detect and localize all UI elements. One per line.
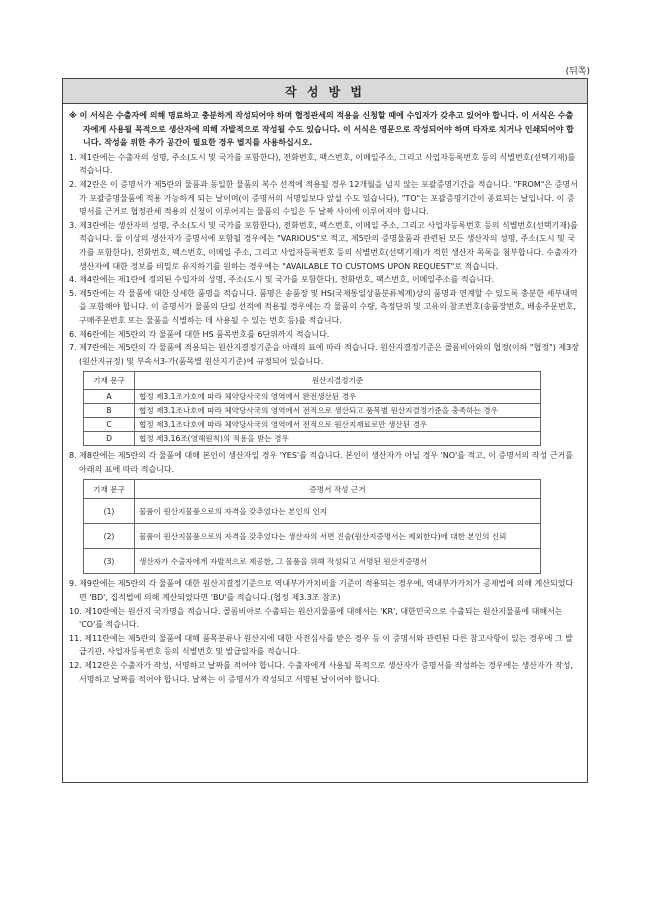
basis-code: (2) xyxy=(84,524,135,549)
criterion-code: C xyxy=(84,418,135,432)
table-row xyxy=(84,418,541,432)
table-header-row xyxy=(84,372,541,390)
criterion-description: 협정 제3.16조(영해원칙)의 적용을 받는 경우 xyxy=(135,432,541,446)
instruction-item-12: 12. 제12란은 수출자가 작성, 서명하고 날짜를 적어야 합니다. 수출자에게 사용될 목적으로 생산자가 증명서를 작성하는 경우에는 생산자가 작성, 서명하고 날짜를 적어야 합니다. 날짜는 이 증명서가 작성되고 서명된 날이어야 합니다. xyxy=(69,661,573,684)
basis-code: (1) xyxy=(84,499,135,524)
instruction-item-3: 3. 제3란에는 생산자의 성명, 주소(도시 및 국가를 포함한다), 전화번호, 팩스번호, 이메일 주소, 그리고 사업자등록번호 등의 식별번호(선택기재)를 적습니다. 둘 이상의 생산자가 증명서에 포함될 경우에는 "VARIOUS"로 적고, 제5란의 증명물품과 관련된 모든 생산자의 성명, 주소(도시 및 국가를 포함한다), 전화번호, 팩스번호, 이메일 주소, 그리고 사업자등록번호 등의 식별번호(선택기재)가 적힌 생산자 목록을 첨부합니다. 수출자가 생산자에 대한 정보를 비밀로 유지하기를 원하는 경우에는 "AVAILABLE TO CUSTOMS UPON REQUEST"로 적습니다. xyxy=(69,220,578,271)
criterion-code: B xyxy=(84,404,135,418)
instructions-panel xyxy=(62,78,588,783)
instruction-item-10: 10. 제10란에는 원산지 국가명을 적습니다. 콜롬비아로 수출되는 원산지물품에 대해서는 'KR', 대한민국으로 수출되는 원산지물품에 대해서는 'CO'를 적습니다. xyxy=(69,606,563,630)
criterion-description: 협정 제3.1조나호에 따라 체약당사국의 영역에서 전적으로 생산되고 품목별 원산지결정기준을 충족하는 경우 xyxy=(135,404,541,418)
certificate-basis-table xyxy=(83,479,541,574)
table-header: 기재 문구 xyxy=(84,480,135,499)
instruction-item-8: 8. 제8란에는 제5란의 각 물품에 대해 본인이 생산자일 경우 'YES'를 적습니다. 본인이 생산자가 아닐 경우 'NO'를 적고, 이 증명서의 작성 근거를 아래의 표에 따라 적습니다. xyxy=(69,451,573,474)
basis-description: 물품이 원산지물품으로의 자격을 갖추었다는 생산자의 서면 진술(원산지증명서는 제외한다)에 대한 본인의 신뢰 xyxy=(135,524,541,549)
basis-code: (3) xyxy=(84,549,135,574)
basis-description: 생산자가 수출자에게 자발적으로 제공한, 그 물품을 위해 작성되고 서명된 원산지증명서 xyxy=(135,549,541,574)
origin-criteria-table xyxy=(83,371,541,446)
table-row xyxy=(84,524,541,549)
table-row xyxy=(84,404,541,418)
table-row xyxy=(84,432,541,446)
instructions-body xyxy=(63,104,587,686)
criterion-description: 협정 제3.1조가호에 따라 체약당사국의 영역에서 완전생산된 경우 xyxy=(135,390,541,404)
criterion-description: 협정 제3.1조다호에 따라 체약당사국의 영역에서 전적으로 원산지재료로만 생산된 경우 xyxy=(135,418,541,432)
table-row xyxy=(84,390,541,404)
instruction-item-6: 6. 제6란에는 제5란의 각 물품에 대한 HS 품목번호를 6단위까지 적습니다. xyxy=(69,329,330,339)
page-title: 작 성 방 법 xyxy=(63,79,587,104)
table-row xyxy=(84,549,541,574)
general-note: ※ 이 서식은 수출자에 의해 명료하고 충분하게 작성되어야 하며 협정관세의 적용을 신청할 때에 수입자가 갖추고 있어야 합니다. 이 서식은 수출자에게 사용될 목적으로 생산자에 의해 자발적으로 작성될 수도 있습니다. 이 서식은 영문으로 작성되어야 하며 타자로 치거나 인쇄되어야 합니다. 작성을 위한 추가 공간이 필요한 경우 별지를 사용하십시오. xyxy=(69,111,574,148)
instruction-item-2: 2. 제2란은 이 증명서가 제5란의 물품과 동일한 물품의 복수 선적에 적용될 경우 12개월을 넘지 않는 포괄증명기간을 적습니다. "FROM"은 증명서가 포괄증명물품에 적용 가능하게 되는 날이며(이 증명서의 서명일보다 앞설 수도 있습니다), "TO"는 포괄증명기간이 종료되는 날입니다. 이 증명서를 근거로 협정관세 적용의 신청이 이루어지는 물품의 수입은 두 날짜 사이에 이루어져야 합니다. xyxy=(69,179,578,217)
instruction-item-5: 5. 제5란에는 각 물품에 대한 상세한 품명을 적습니다. 품명은 송품장 및 HS(국제통일상품분류체계)상의 품명과 연계할 수 있도록 충분한 세부내역을 포함해야 합니다. 이 증명서가 물품의 단일 선적에 적용될 경우에는 각 물품의 수량, 측정단위 및 고유의 참조번호(송품장번호, 배송주문번호, 구매주문번호 또는 물품을 식별하는 데 사용될 수 있는 번호 등)를 적습니다. xyxy=(69,288,578,325)
basis-description: 물품이 원산지물품으로의 자격을 갖추었다는 본인의 인지 xyxy=(135,499,541,524)
instruction-item-11: 11. 제11란에는 제5란의 물품에 대해 품목분류나 원산지에 대한 사전심사를 받은 경우 등 이 증명서와 관련된 다른 참고사항이 있는 경우에 그 발급기관, 사업자등록번호 등의 식별번호 및 발급일자를 적습니다. xyxy=(69,633,573,657)
instruction-item-1: 1. 제1란에는 수출자의 성명, 주소(도시 및 국가를 포함한다), 전화번호, 팩스번호, 이메일주소, 그리고 사업자등록번호 등의 식별번호(선택기재)를 적습니다. xyxy=(69,152,576,176)
criterion-code: D xyxy=(84,432,135,446)
instruction-item-4: 4. 제4란에는 제1란에 정의된 수입자의 성명, 주소(도시 및 국가를 포함한다), 전화번호, 팩스번호, 이메일주소를 적습니다. xyxy=(69,275,495,285)
table-header: 증명서 작성 근거 xyxy=(135,480,541,499)
table-header: 기재 문구 xyxy=(84,372,135,390)
criterion-code: A xyxy=(84,390,135,404)
table-header-row xyxy=(84,480,541,499)
instruction-item-9: 9. 제9란에는 제5란의 각 물품에 대한 원산지결정기준으로 역내부가가치비율 기준이 적용되는 경우에, 역내부가가치가 공제법에 의해 계산되었다면 'BD', 집적법에 의해 계산되었다면 'BU'를 적습니다.(협정 제3.3조 참조) xyxy=(69,579,574,603)
table-row xyxy=(84,499,541,524)
table-header: 원산지결정기준 xyxy=(135,372,541,390)
back-side-label: (뒤쪽) xyxy=(565,67,590,77)
instruction-item-7: 7. 제7란에는 제5란의 각 물품에 적용되는 원산지결정기준을 아래의 표에 따라 적습니다. 원산지결정기준은 콜롬비아와의 협정(이하 "협정") 제3장(원산지규정) 및 부속서3-가(품목별 원산지기준)에 규정되어 있습니다. xyxy=(69,343,579,366)
